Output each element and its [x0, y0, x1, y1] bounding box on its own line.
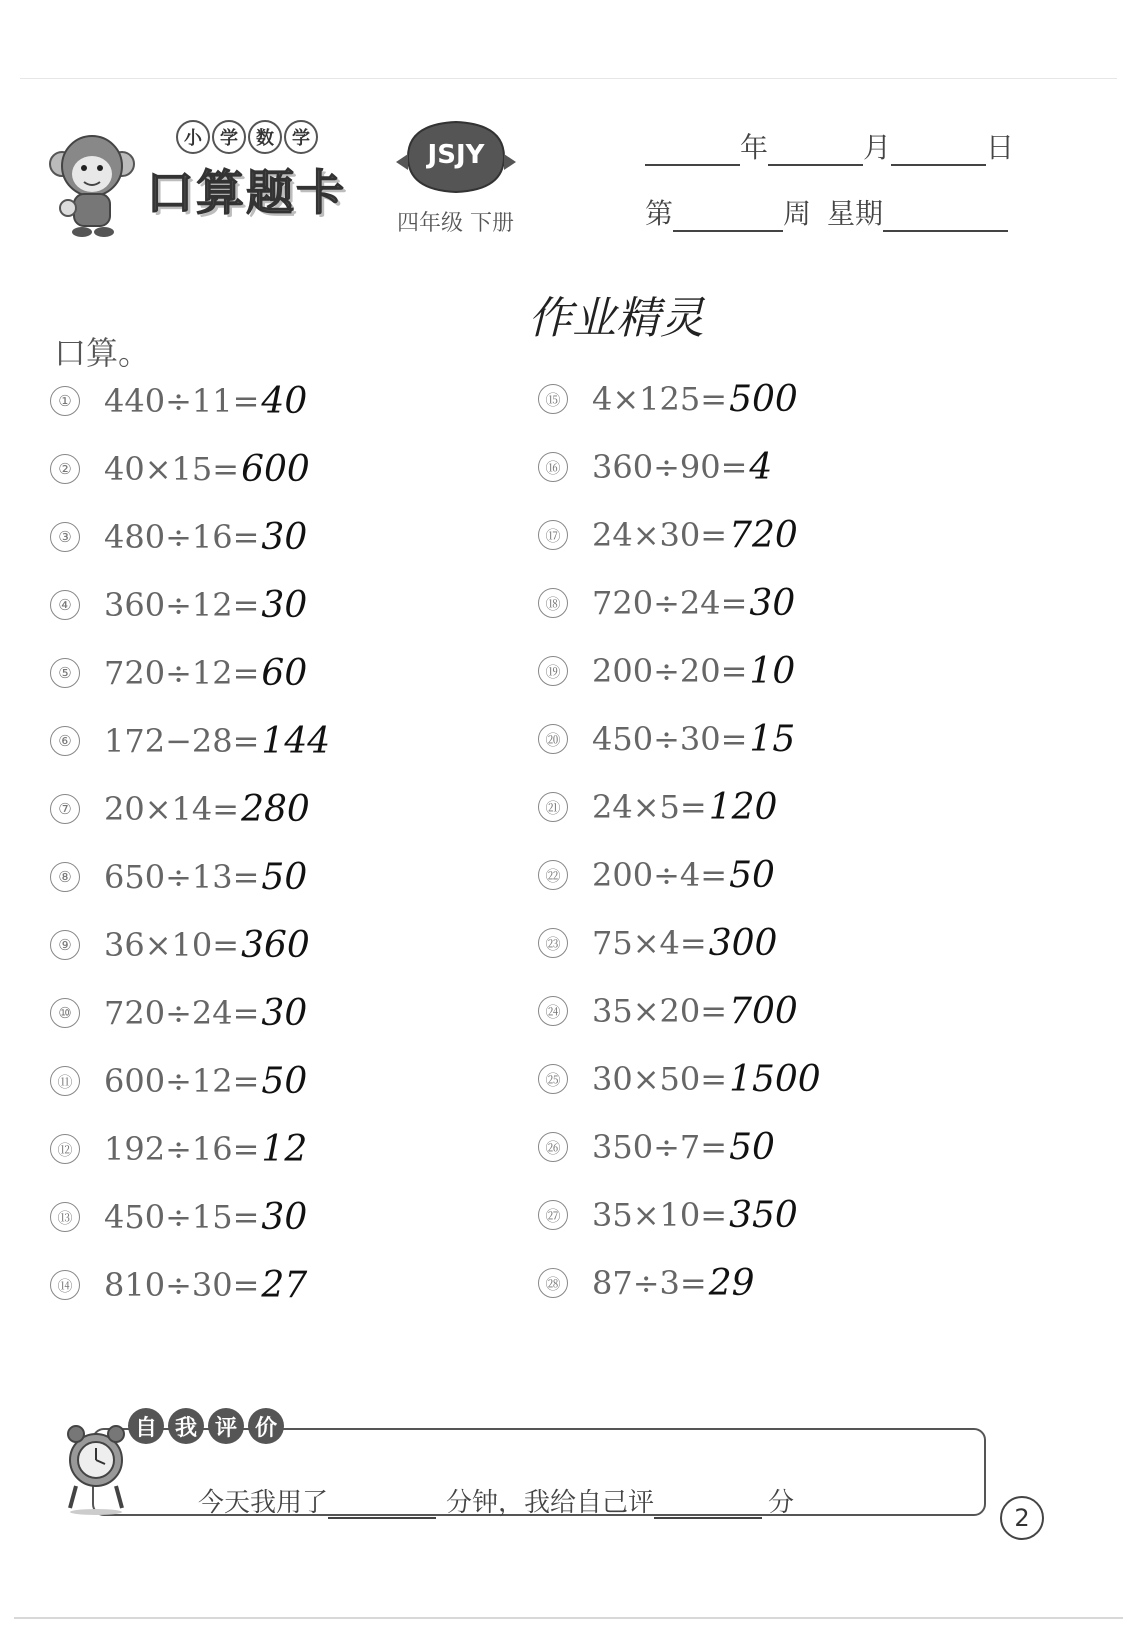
problem-answer[interactable]: 120 [708, 786, 778, 828]
problem-item [538, 1122, 775, 1172]
problem-expression: 360÷12= [104, 586, 260, 624]
problem-item [50, 1192, 307, 1242]
problem-number: ㉗ [538, 1200, 568, 1230]
weekday-label: 星期 [827, 197, 884, 230]
problem-item [538, 918, 777, 968]
week-line [645, 192, 1008, 232]
problem-item [50, 852, 307, 902]
problem-number: ⑤ [50, 658, 80, 688]
problem-expression: 35×20= [592, 992, 728, 1030]
date-line [645, 126, 1014, 166]
problem-expression: 810÷30= [104, 1266, 260, 1304]
month-label: 月 [863, 131, 892, 164]
problem-number: ③ [50, 522, 80, 552]
day-blank[interactable] [891, 134, 986, 166]
problem-answer[interactable]: 50 [729, 854, 775, 896]
series-char: 学 [212, 120, 246, 154]
year-label: 年 [740, 131, 769, 164]
problem-number: ⑯ [538, 452, 568, 482]
problem-number: ⑬ [50, 1202, 80, 1232]
page-number: 2 [1000, 1496, 1044, 1540]
self-evaluation-tag [128, 1408, 284, 1444]
series-label [176, 120, 318, 154]
problem-answer[interactable]: 300 [708, 922, 778, 964]
problem-number: ⑲ [538, 656, 568, 686]
problem-answer[interactable]: 30 [261, 992, 308, 1034]
problem-number: ⑪ [50, 1066, 80, 1096]
problem-expression: 720÷24= [104, 994, 260, 1032]
problem-number: ⑩ [50, 998, 80, 1028]
problem-expression: 600÷12= [104, 1062, 260, 1100]
page-top-edge [20, 78, 1117, 79]
problem-answer[interactable]: 50 [729, 1126, 775, 1168]
tag-char: 价 [248, 1408, 284, 1444]
problem-expression: 20×14= [104, 790, 240, 828]
problem-number: ⑥ [50, 726, 80, 756]
alarm-clock-mascot-icon [60, 1420, 132, 1516]
problem-item [538, 442, 772, 492]
problem-answer[interactable]: 720 [729, 514, 798, 556]
problem-answer[interactable]: 1500 [729, 1058, 821, 1100]
problem-expression: 36×10= [104, 926, 240, 964]
problem-item [538, 850, 775, 900]
self-evaluation-sentence [198, 1482, 794, 1519]
problem-expression: 24×5= [592, 788, 707, 826]
problem-number: ⑳ [538, 724, 568, 754]
tag-char: 评 [208, 1408, 244, 1444]
problem-expression: 30×50= [592, 1060, 728, 1098]
problem-item [538, 782, 777, 832]
problem-answer[interactable]: 29 [708, 1262, 755, 1304]
problem-expression: 24×30= [592, 516, 728, 554]
problem-item [538, 714, 795, 764]
problem-item [50, 376, 307, 426]
problem-item [50, 784, 310, 834]
problem-item [50, 1260, 307, 1310]
week-prefix-label: 第 [645, 197, 674, 230]
problem-item [538, 510, 798, 560]
problem-item [50, 1056, 307, 1106]
problem-expression: 360÷90= [592, 448, 748, 486]
problem-expression: 192÷16= [104, 1130, 260, 1168]
problem-answer[interactable]: 40 [261, 380, 308, 422]
monkey-mascot-icon [44, 128, 140, 238]
problem-answer[interactable]: 30 [261, 584, 308, 626]
year-blank[interactable] [645, 134, 740, 166]
problem-answer[interactable]: 280 [241, 788, 310, 830]
problem-item [50, 580, 307, 630]
day-label: 日 [986, 131, 1015, 164]
problem-answer[interactable]: 27 [261, 1264, 308, 1306]
minutes-blank[interactable] [328, 1491, 436, 1519]
problem-number: ④ [50, 590, 80, 620]
problem-number: ⑮ [538, 384, 568, 414]
problem-expression: 720÷12= [104, 654, 260, 692]
problem-answer[interactable]: 10 [749, 650, 796, 692]
problem-answer[interactable]: 12 [261, 1128, 308, 1170]
problem-number: ㉑ [538, 792, 568, 822]
tag-char: 我 [168, 1408, 204, 1444]
problem-answer[interactable]: 30 [261, 1196, 308, 1238]
book-title: 口算题卡 [146, 165, 347, 221]
problem-item [50, 1124, 307, 1174]
problem-item [50, 716, 330, 766]
problem-expression: 350÷7= [592, 1128, 728, 1166]
problem-expression: 450÷30= [592, 720, 748, 758]
series-char: 小 [176, 120, 210, 154]
problem-expression: 440÷11= [104, 382, 260, 420]
problem-answer[interactable]: 500 [729, 378, 798, 420]
series-char: 学 [284, 120, 318, 154]
problem-answer[interactable]: 4 [749, 446, 773, 488]
problem-item [538, 1190, 798, 1240]
problem-answer[interactable]: 15 [749, 718, 796, 760]
problem-number: ⑭ [50, 1270, 80, 1300]
problem-number: ㉒ [538, 860, 568, 890]
problem-answer[interactable]: 360 [241, 924, 310, 966]
time-used-label: 今天我用了 [198, 1488, 329, 1518]
problem-expression: 40×15= [104, 450, 240, 488]
problem-item [538, 986, 798, 1036]
month-blank[interactable] [768, 134, 863, 166]
problem-number: ⑰ [538, 520, 568, 550]
problem-answer[interactable]: 50 [261, 856, 308, 898]
minutes-label: 分钟，我给自己评 [446, 1488, 655, 1518]
problem-item [538, 1258, 755, 1308]
problem-number: ⑧ [50, 862, 80, 892]
problem-item [538, 374, 798, 424]
problem-answer[interactable]: 50 [261, 1060, 308, 1102]
score-label: 分 [768, 1488, 795, 1518]
problem-answer[interactable]: 60 [261, 652, 308, 694]
week-number-blank[interactable] [673, 200, 783, 232]
problem-expression: 172−28= [104, 722, 260, 760]
problem-item [50, 920, 310, 970]
problem-number: ⑱ [538, 588, 568, 618]
problem-number: ⑫ [50, 1134, 80, 1164]
instruction: 口算。 [54, 334, 151, 372]
problem-expression: 75×4= [592, 924, 707, 962]
problem-number: ① [50, 386, 80, 416]
problem-item [50, 988, 307, 1038]
problem-answer[interactable]: 30 [261, 516, 308, 558]
problem-number: ⑦ [50, 794, 80, 824]
tag-char: 自 [128, 1408, 164, 1444]
problem-expression: 650÷13= [104, 858, 260, 896]
page-bottom-edge [14, 1617, 1123, 1619]
problem-item [50, 444, 310, 494]
problem-number: ㉘ [538, 1268, 568, 1298]
problem-number: ㉓ [538, 928, 568, 958]
grade-label: 四年级 下册 [397, 211, 514, 236]
problem-answer[interactable]: 30 [749, 582, 796, 624]
problem-item [50, 512, 307, 562]
problem-expression: 35×10= [592, 1196, 728, 1234]
problem-item [538, 646, 795, 696]
score-blank[interactable] [654, 1491, 762, 1519]
problem-expression: 480÷16= [104, 518, 260, 556]
problem-expression: 720÷24= [592, 584, 748, 622]
problem-number: ② [50, 454, 80, 484]
handwritten-title: 作业精灵 [528, 293, 704, 344]
problem-answer[interactable]: 600 [241, 448, 310, 490]
problem-item [50, 648, 307, 698]
problem-item [538, 578, 795, 628]
problem-number: ⑨ [50, 930, 80, 960]
series-char: 数 [248, 120, 282, 154]
problem-answer[interactable]: 144 [261, 720, 331, 762]
problem-expression: 87÷3= [592, 1264, 707, 1302]
problem-expression: 4×125= [592, 380, 728, 418]
weekday-blank[interactable] [883, 200, 1008, 232]
week-label: 周 [783, 197, 812, 230]
problem-expression: 450÷15= [104, 1198, 260, 1236]
problem-expression: 200÷4= [592, 856, 728, 894]
problem-item [538, 1054, 821, 1104]
problem-answer[interactable]: 350 [729, 1194, 798, 1236]
problem-number: ㉔ [538, 996, 568, 1026]
badge-label: JSJY [427, 140, 485, 170]
problem-expression: 200÷20= [592, 652, 748, 690]
problem-number: ㉖ [538, 1132, 568, 1162]
problem-number: ㉕ [538, 1064, 568, 1094]
problem-answer[interactable]: 700 [729, 990, 798, 1032]
